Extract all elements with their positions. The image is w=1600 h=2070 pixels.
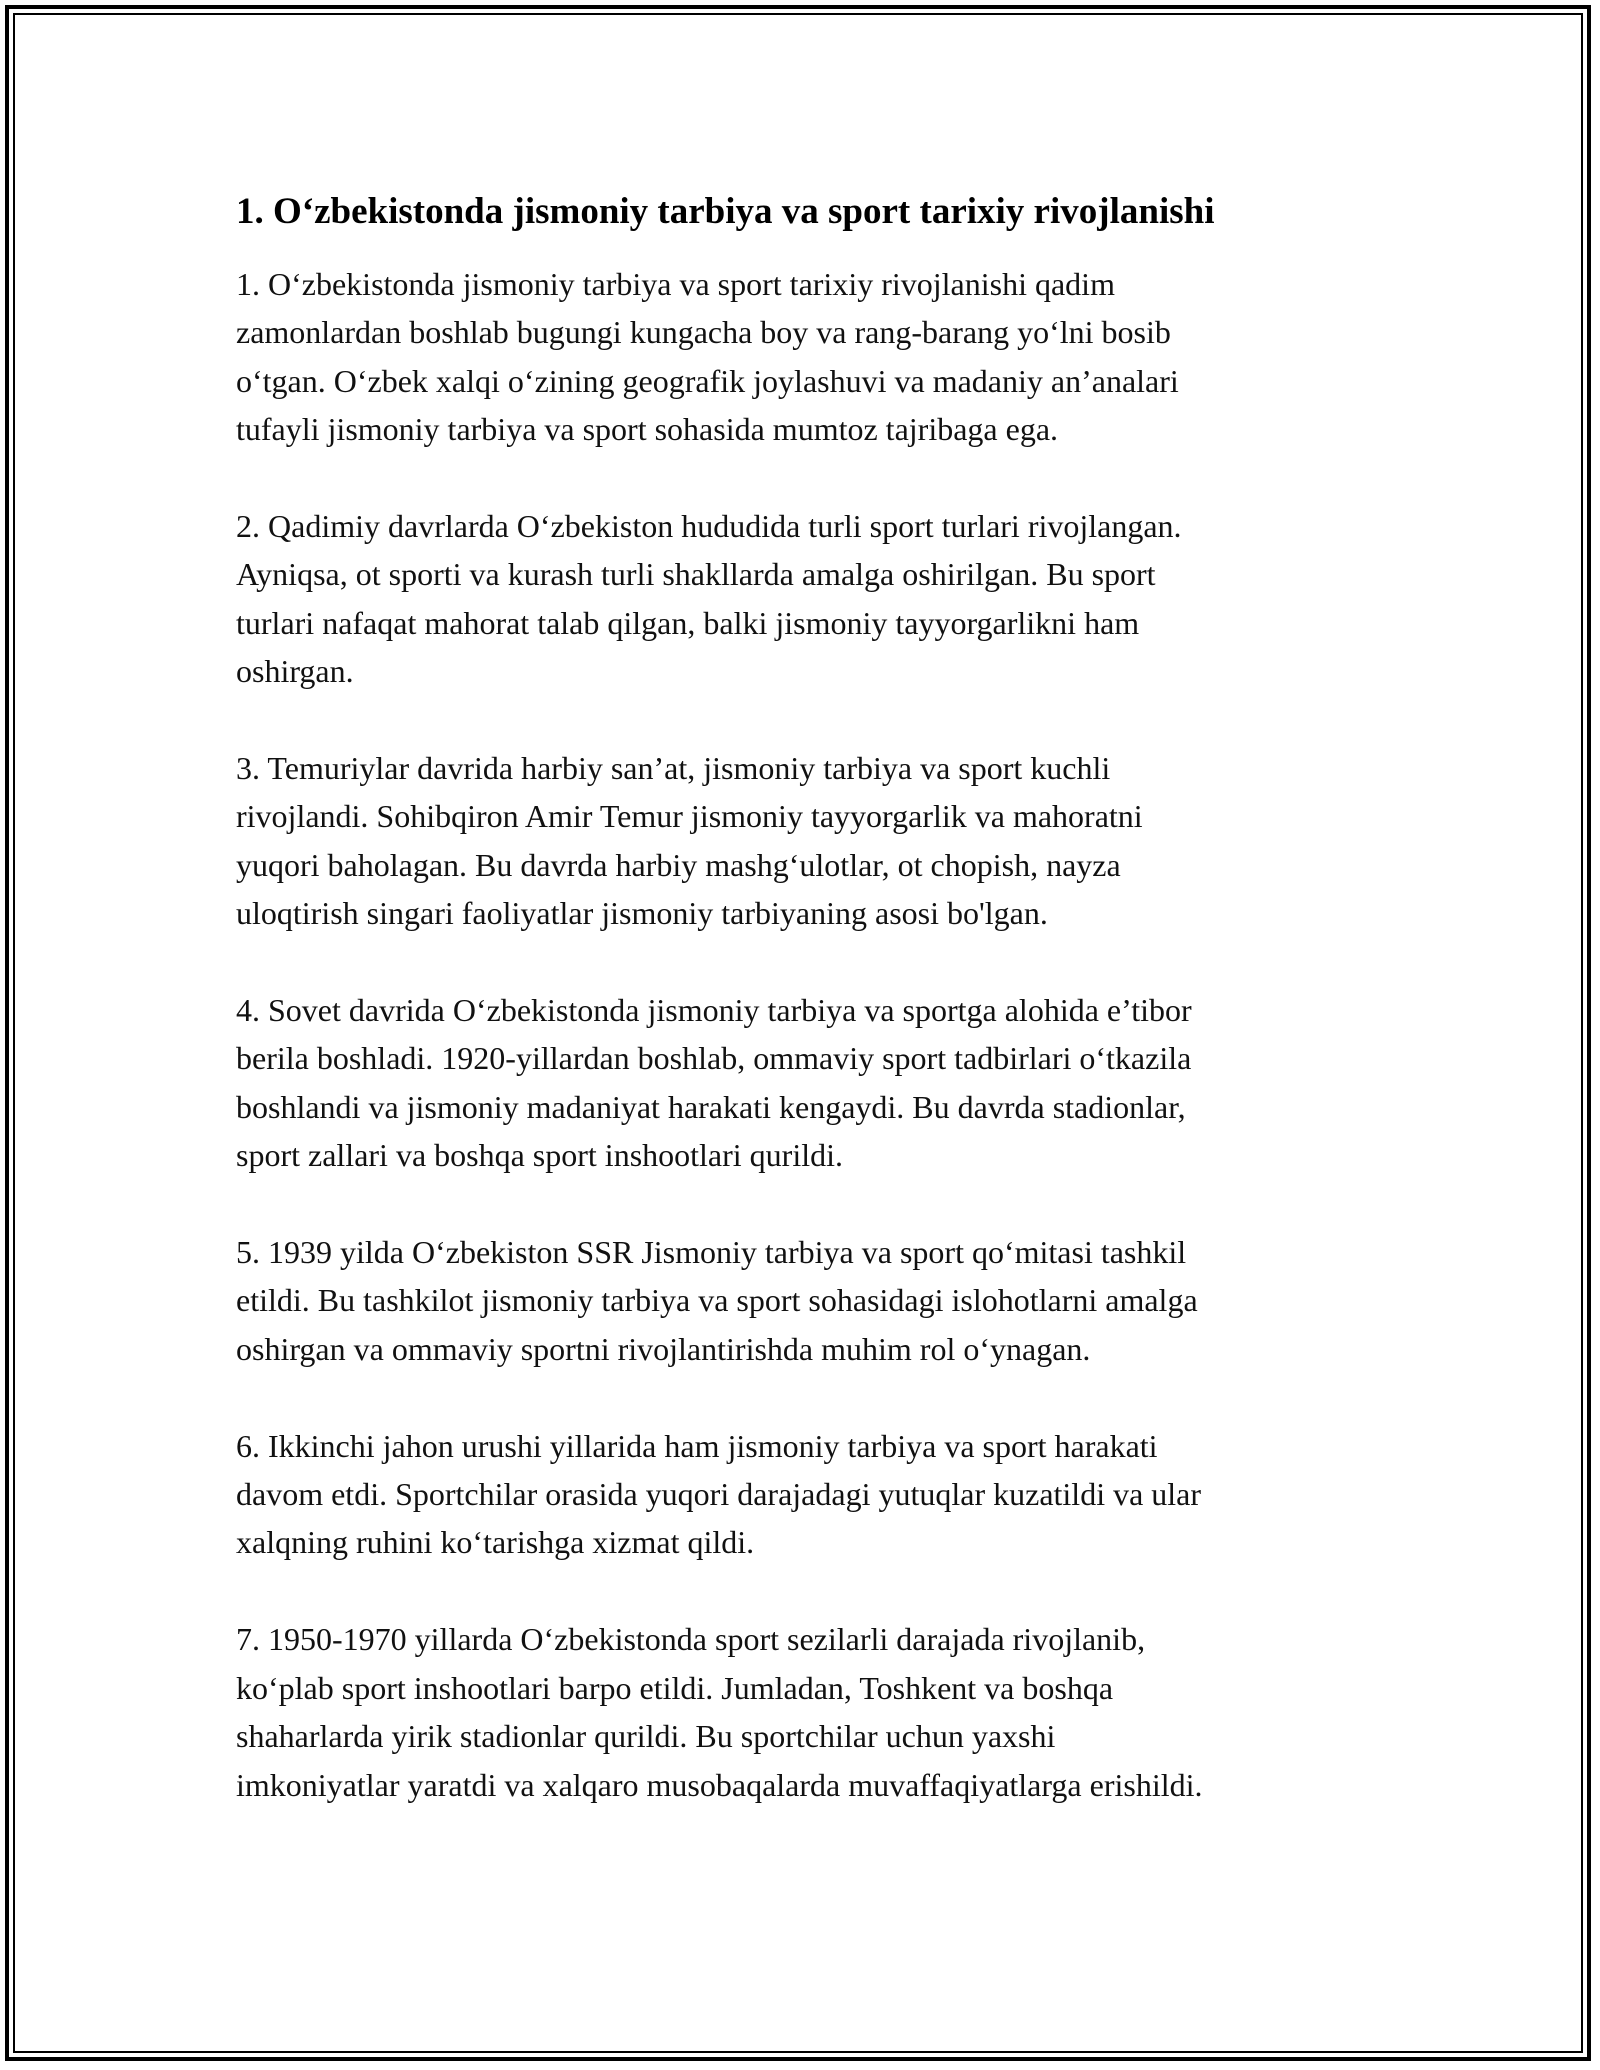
paragraph-line: 3. Temuriylar davrida harbiy san’at, jismoniy tarbiya va sport kuchli bbox=[236, 750, 1111, 787]
paragraph-line: oshirgan. bbox=[236, 653, 354, 690]
paragraph-line: boshlandi va jismoniy madaniyat harakati kengaydi. Bu davrda stadionlar, bbox=[236, 1088, 1186, 1125]
paragraph-4 bbox=[236, 986, 1356, 1180]
paragraph-1 bbox=[236, 260, 1356, 454]
paragraph-5 bbox=[236, 1228, 1356, 1373]
paragraph-line: turlari nafaqat mahorat talab qilgan, balki jismoniy tayyorgarlikni ham bbox=[236, 604, 1140, 641]
paragraph-line: zamonlardan boshlab bugungi kungacha boy va rang-barang yo‘lni bosib bbox=[236, 314, 1171, 351]
paragraph-line: 1. O‘zbekistonda jismoniy tarbiya va sport tarixiy rivojlanishi qadim bbox=[236, 266, 1115, 302]
paragraph-line: yuqori baholagan. Bu davrda harbiy mashg‘ulotlar, ot chopish, nayza bbox=[236, 846, 1121, 883]
paragraph-7 bbox=[236, 1615, 1356, 1809]
paragraph-line: shaharlarda yirik stadionlar qurildi. Bu sportchilar uchun yaxshi bbox=[236, 1718, 1056, 1755]
paragraph-line: imkoniyatlar yaratdi va xalqaro musobaqalarda muvaffaqiyatlarga erishildi. bbox=[236, 1766, 1203, 1803]
paragraph-line: oshirgan va ommaviy sportni rivojlantirishda muhim rol o‘ynagan. bbox=[236, 1330, 1091, 1367]
paragraph-line: davom etdi. Sportchilar orasida yuqori darajadagi yutuqlar kuzatildi va ular bbox=[236, 1476, 1202, 1513]
paragraph-line: 4. Sovet davrida O‘zbekistonda jismoniy tarbiya va sportga alohida e’tibor bbox=[236, 992, 1192, 1029]
paragraph-line: 6. Ikkinchi jahon urushi yillarida ham jismoniy tarbiya va sport harakati bbox=[236, 1427, 1158, 1464]
paragraph-line: sport zallari va boshqa sport inshootlari qurildi. bbox=[236, 1137, 843, 1174]
document-body bbox=[236, 186, 1356, 1857]
paragraph-line: 2. Qadimiy davrlarda O‘zbekiston hududida turli sport turlari rivojlangan. bbox=[236, 508, 1182, 545]
paragraph-line: berila boshladi. 1920-yillardan boshlab, ommaviy sport tadbirlari o‘tkazila bbox=[236, 1040, 1192, 1077]
paragraph-3 bbox=[236, 744, 1356, 938]
paragraph-line: 5. 1939 yilda O‘zbekiston SSR Jismoniy tarbiya va sport qo‘mitasi tashkil bbox=[236, 1234, 1187, 1271]
paragraph-line: etildi. Bu tashkilot jismoniy tarbiya va sport sohasidagi islohotlarni amalga bbox=[236, 1282, 1198, 1319]
paragraph-line: 7. 1950-1970 yillarda O‘zbekistonda sport sezilarli darajada rivojlanib, bbox=[236, 1621, 1146, 1658]
paragraph-6 bbox=[236, 1422, 1356, 1567]
paragraph-list bbox=[236, 260, 1356, 1809]
paragraph-line: o‘tgan. O‘zbek xalqi o‘zining geografik joylashuvi va madaniy an’analari bbox=[236, 362, 1179, 399]
document-title: 1. O‘zbekistonda jismoniy tarbiya va sport tarixiy rivojlanishi bbox=[236, 191, 1215, 232]
paragraph-line: Ayniqsa, ot sporti va kurash turli shakllarda amalga oshirilgan. Bu sport bbox=[236, 556, 1156, 593]
paragraph-line: tufayli jismoniy tarbiya va sport sohasida mumtoz tajribaga ega. bbox=[236, 411, 1059, 448]
paragraph-line: xalqning ruhini ko‘tarishga xizmat qildi. bbox=[236, 1524, 755, 1561]
paragraph-line: rivojlandi. Sohibqiron Amir Temur jismoniy tayyorgarlik va mahoratni bbox=[236, 798, 1143, 835]
paragraph-2 bbox=[236, 502, 1356, 696]
paragraph-line: uloqtirish singari faoliyatlar jismoniy tarbiyaning asosi bo'lgan. bbox=[236, 895, 1048, 932]
paragraph-line: ko‘plab sport inshootlari barpo etildi. Jumladan, Toshkent va boshqa bbox=[236, 1669, 1114, 1706]
